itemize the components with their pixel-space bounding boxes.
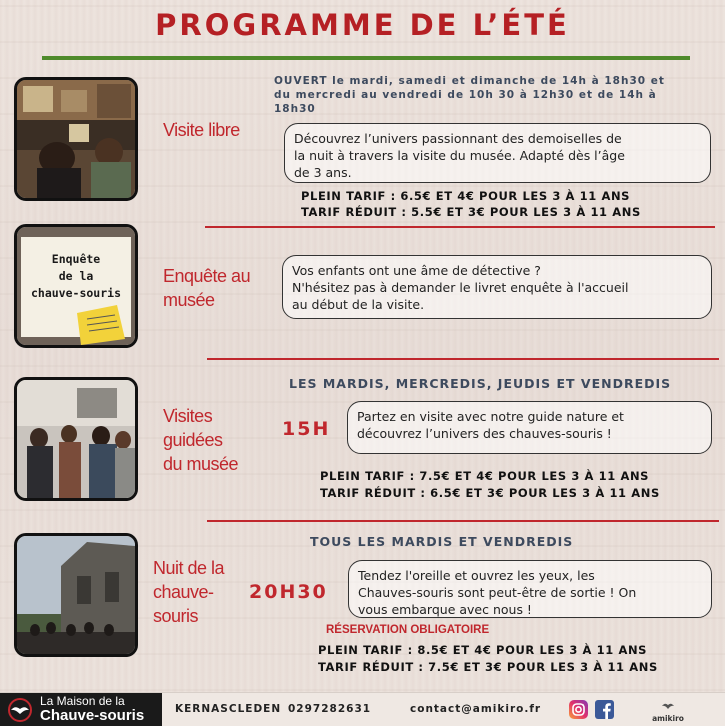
photo-visite-libre [14, 77, 138, 201]
section-label-enquete: Enquête au musée [163, 266, 251, 310]
page-title: PROGRAMME DE L’ÉTÉ [155, 8, 570, 42]
photo-enquete [14, 224, 138, 348]
footer-phone[interactable]: 0297282631 [288, 703, 372, 715]
section-label-visites-guidees: Visites guidées du musée [163, 406, 239, 474]
section-divider [205, 226, 715, 228]
reservation-notice: RÉSERVATION OBLIGATOIRE [326, 624, 490, 636]
amikiro-bat-icon [661, 700, 675, 712]
amikiro-brand: amikiro [652, 714, 684, 723]
description-bubble-visites: Partez en visite avec notre guide nature et découvrez l’univers des chauves-souris ! [347, 401, 712, 454]
section-label-visite-libre: Visite libre [163, 120, 240, 140]
tarif-reduit-visite-libre: TARIF RÉDUIT : 5.5€ ET 3€ POUR LES 3 À 11 ANS [301, 205, 641, 219]
plein-tarif-nuit: PLEIN TARIF : 8.5€ ET 4€ POUR LES 3 À 11 ANS [318, 643, 648, 657]
time-visites: 15H [282, 418, 331, 440]
logo-line2: Chauve-souris [40, 707, 145, 724]
amikiro-logo [648, 697, 688, 723]
instagram-icon[interactable] [569, 700, 588, 719]
facebook-icon[interactable] [595, 700, 614, 719]
schedule-heading-visites: LES MARDIS, MERCREDIS, JEUDIS ET VENDREDIS [289, 376, 672, 391]
photo-caption-line: de la [58, 269, 94, 283]
tarif-reduit-visites: TARIF RÉDUIT : 6.5€ ET 3€ POUR LES 3 À 11 ANS [320, 486, 660, 500]
schedule-heading-nuit: TOUS LES MARDIS ET VENDREDIS [310, 534, 574, 549]
description-bubble-nuit: Tendez l'oreille et ouvrez les yeux, les Chauves-souris sont peut-être de sortie ! On vous embarque avec nous ! [348, 560, 712, 618]
photo-visites-guidees [14, 377, 138, 501]
photo-nuit-chauve-souris [14, 533, 138, 657]
plein-tarif-visites: PLEIN TARIF : 7.5€ ET 4€ POUR LES 3 À 11 ANS [320, 469, 650, 483]
section-divider [207, 358, 719, 360]
maison-chauve-souris-logo [0, 693, 162, 726]
description-bubble-enquete: Vos enfants ont une âme de détective ? N'hésitez pas à demander le livret enquête à l'accueil au début de la visite. [282, 255, 712, 319]
tarif-reduit-nuit: TARIF RÉDUIT : 7.5€ ET 3€ POUR LES 3 À 11 ANS [318, 660, 658, 674]
plein-tarif-visite-libre: PLEIN TARIF : 6.5€ ET 4€ POUR LES 3 À 11 ANS [301, 189, 631, 203]
section-divider [207, 520, 719, 522]
title-divider [42, 56, 690, 60]
footer-town: KERNASCLEDEN [175, 703, 282, 715]
photo-caption-line: chauve-souris [30, 286, 121, 300]
description-bubble-visite-libre: Découvrez l’univers passionnant des demoiselles de la nuit à travers la visite du musée. Adapté dès l’âge de 3 ans. [284, 123, 711, 183]
time-nuit: 20H30 [249, 581, 328, 603]
photo-caption-line: Enquête [51, 252, 101, 266]
opening-hours: OUVERT le mardi, samedi et dimanche de 14h à 18h30 et du mercredi au vendredi de 10h 30 à 12h30 et de 14h à 18h30 [274, 75, 665, 115]
bat-logo-icon [6, 698, 34, 722]
footer-email[interactable]: contact@amikiro.fr [410, 703, 542, 715]
logo-line1: La Maison de la [40, 694, 125, 708]
footer [0, 692, 725, 726]
section-label-nuit: Nuit de la chauve- souris [153, 558, 225, 626]
